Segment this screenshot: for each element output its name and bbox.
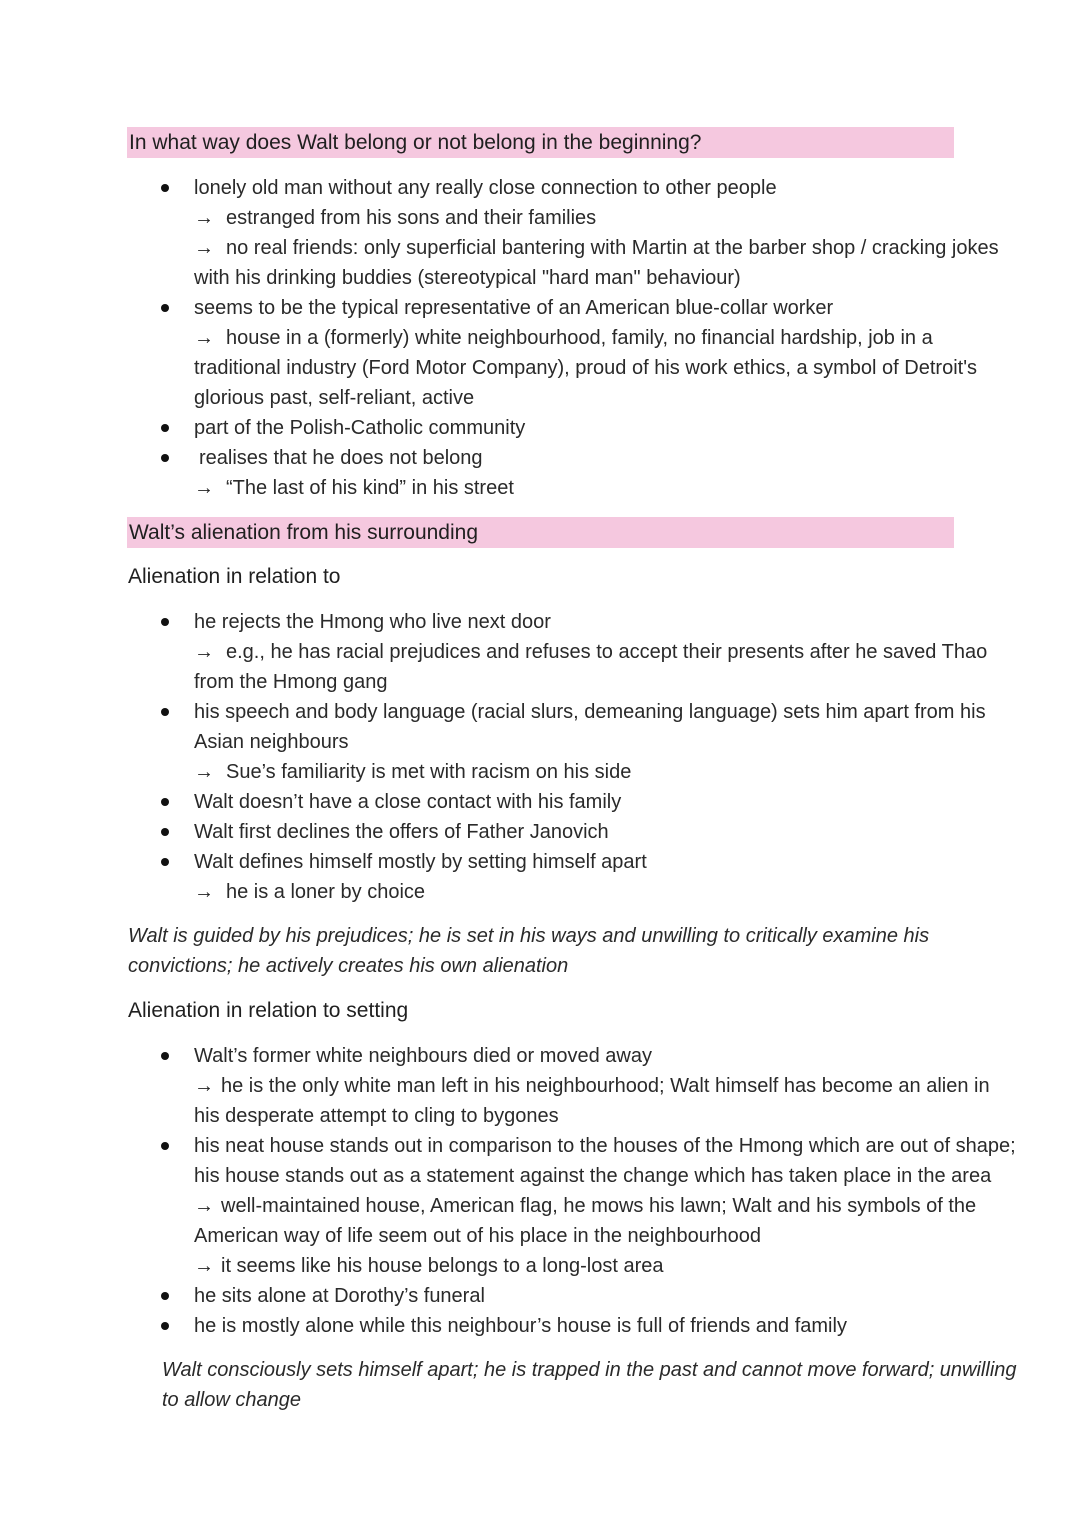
- bullet-icon: [161, 424, 169, 432]
- list-item: his speech and body language (racial slurs, demeaning language) sets him apart from his: [194, 701, 986, 723]
- right-arrow-icon: →: [194, 1195, 214, 1217]
- list-item: Sue’s familiarity is met with racism on his side: [226, 761, 632, 783]
- list-item-continuation: from the Hmong gang: [194, 671, 388, 693]
- list-item: he is mostly alone while this neighbour’s house is full of friends and family: [194, 1315, 847, 1337]
- bullet-icon: [161, 1142, 169, 1150]
- conclusion-text: Walt is guided by his prejudices; he is set in his ways and unwilling to critically examine his: [128, 925, 930, 947]
- right-arrow-icon: →: [194, 881, 214, 903]
- subheading-alienation-relation: Alienation in relation to: [128, 565, 341, 588]
- conclusion-text: convictions; he actively creates his own alienation: [128, 955, 569, 977]
- right-arrow-icon: →: [194, 641, 214, 663]
- list-item-continuation: his desperate attempt to cling to bygones: [194, 1105, 559, 1127]
- right-arrow-icon: →: [194, 761, 214, 783]
- list-item: Walt’s former white neighbours died or moved away: [194, 1045, 652, 1067]
- list-item: no real friends: only superficial bantering with Martin at the barber shop / cracking jokes: [226, 237, 999, 259]
- list-item-continuation: traditional industry (Ford Motor Company), proud of his work ethics, a symbol of Detroit's: [194, 357, 978, 379]
- right-arrow-icon: →: [194, 327, 214, 349]
- list-item: lonely old man without any really close connection to other people: [194, 177, 777, 199]
- list-item: Walt first declines the offers of Father Janovich: [194, 821, 609, 843]
- list-item: he is a loner by choice: [226, 881, 426, 903]
- bullet-icon: [161, 858, 169, 866]
- conclusion-text: Walt consciously sets himself apart; he is trapped in the past and cannot move forward; unwilling: [162, 1359, 1017, 1381]
- subheading-alienation-setting: Alienation in relation to setting: [128, 999, 409, 1022]
- conclusion-text: to allow change: [162, 1389, 301, 1411]
- bullet-icon: [161, 1052, 169, 1060]
- bullet-icon: [161, 828, 169, 836]
- section-heading-text: In what way does Walt belong or not belong in the beginning?: [129, 131, 702, 154]
- list-item: estranged from his sons and their families: [226, 207, 597, 229]
- section-heading-belonging: [127, 127, 954, 158]
- list-item: Walt defines himself mostly by setting himself apart: [194, 851, 647, 873]
- right-arrow-icon: →: [194, 1075, 214, 1097]
- list-item-continuation: Asian neighbours: [194, 731, 349, 753]
- bullet-icon: [161, 304, 169, 312]
- right-arrow-icon: →: [194, 237, 214, 259]
- list-item: it seems like his house belongs to a long-lost area: [221, 1255, 664, 1277]
- bullet-icon: [161, 618, 169, 626]
- list-item: house in a (formerly) white neighbourhood, family, no financial hardship, job in a: [226, 327, 933, 349]
- list-item-continuation: American way of life seem out of his place in the neighbourhood: [194, 1225, 762, 1247]
- bullet-icon: [161, 454, 169, 462]
- right-arrow-icon: →: [194, 1255, 214, 1277]
- bullet-icon: [161, 708, 169, 716]
- right-arrow-icon: →: [194, 477, 214, 499]
- list-item: he is the only white man left in his neighbourhood; Walt himself has become an alien in: [221, 1075, 990, 1097]
- list-item-continuation: glorious past, self-reliant, active: [194, 387, 475, 409]
- list-item: part of the Polish-Catholic community: [194, 417, 526, 439]
- list-item: Walt doesn’t have a close contact with his family: [194, 791, 622, 813]
- list-item: e.g., he has racial prejudices and refuses to accept their presents after he saved Thao: [226, 641, 988, 663]
- bullet-icon: [161, 184, 169, 192]
- bullet-icon: [161, 1292, 169, 1300]
- list-item: realises that he does not belong: [199, 447, 483, 469]
- list-item: seems to be the typical representative of an American blue-collar worker: [194, 297, 834, 319]
- list-item: he rejects the Hmong who live next door: [194, 611, 551, 633]
- list-item: “The last of his kind” in his street: [226, 477, 514, 499]
- list-item-continuation: with his drinking buddies (stereotypical "hard man" behaviour): [194, 267, 741, 289]
- list-item: his neat house stands out in comparison to the houses of the Hmong which are out of shape;: [194, 1135, 1016, 1157]
- section-heading-text: Walt’s alienation from his surrounding: [129, 521, 479, 544]
- section-heading-alienation: [127, 517, 954, 548]
- bullet-icon: [161, 798, 169, 806]
- list-item-continuation: his house stands out as a statement against the change which has taken place in the area: [194, 1165, 992, 1187]
- list-item: well-maintained house, American flag, he mows his lawn; Walt and his symbols of the: [221, 1195, 977, 1217]
- list-item: he sits alone at Dorothy’s funeral: [194, 1285, 485, 1307]
- right-arrow-icon: →: [194, 207, 214, 229]
- bullet-icon: [161, 1322, 169, 1330]
